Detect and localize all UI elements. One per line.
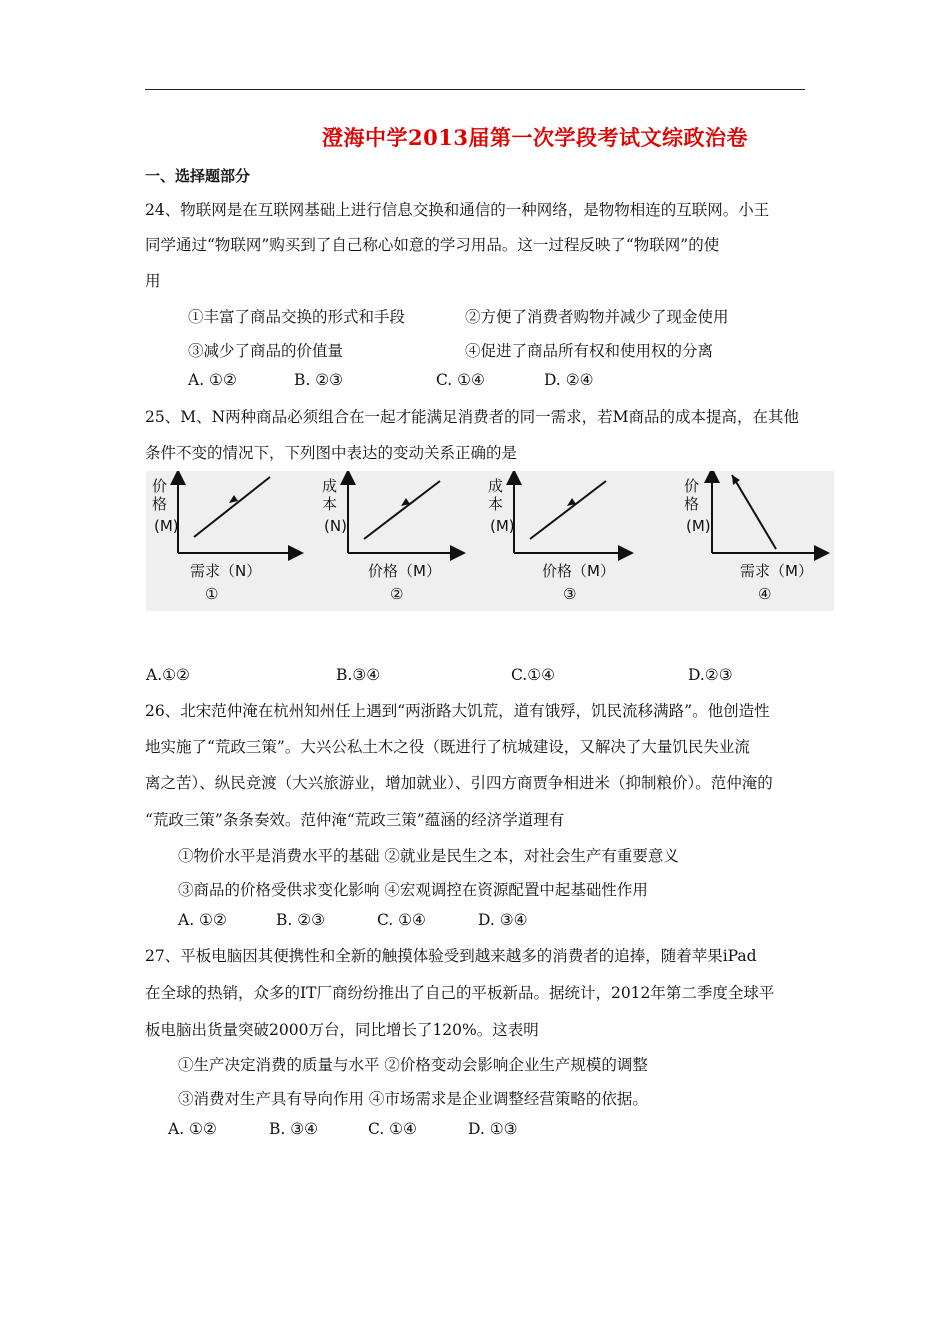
q26-line-2: 地实施了“荒政三策”。大兴公私土木之役（既进行了杭城建设，又解决了大量饥民失业流 bbox=[145, 738, 750, 756]
q26-option-c: C. ①④ bbox=[377, 911, 426, 929]
q24-item-1: ①丰富了商品交换的形式和手段 bbox=[188, 308, 406, 326]
q25-line-1: 25、M、N两种商品必须组合在一起才能满足消费者的同一需求，若M商品的成本提高，在其他 bbox=[145, 408, 800, 426]
q25-option-d: D.②③ bbox=[688, 666, 733, 684]
graph-4-y-label-3: (M) bbox=[686, 517, 711, 535]
graph-2-y-label-3: (N) bbox=[324, 517, 347, 535]
q26-items-line-2: ③商品的价格受供求变化影响 ④宏观调控在资源配置中起基础性作用 bbox=[178, 881, 648, 899]
q24-item-3: ③减少了商品的价值量 bbox=[188, 342, 344, 360]
graph-2-y-label-2: 本 bbox=[322, 495, 338, 513]
graph-1-curve-arrow bbox=[229, 495, 238, 503]
q24-item-2: ②方便了消费者购物并减少了现金使用 bbox=[465, 308, 729, 326]
graph-2-y-label-1: 成 bbox=[322, 477, 338, 495]
q25-option-a: A.①② bbox=[146, 666, 190, 684]
q24-option-b: B. ②③ bbox=[294, 371, 344, 389]
graph-3-number: ③ bbox=[563, 585, 577, 603]
q26-option-d: D. ③④ bbox=[478, 911, 528, 929]
q25-option-b: B.③④ bbox=[336, 666, 381, 684]
section-heading: 一、选择题部分 bbox=[145, 167, 251, 185]
q25-option-c: C.①④ bbox=[511, 666, 556, 684]
top-rule bbox=[145, 89, 805, 90]
q24-line-2: 同学通过“物联网”购买到了自己称心如意的学习用品。这一过程反映了“物联网”的使 bbox=[145, 236, 720, 254]
graph-4-curve bbox=[732, 475, 776, 549]
q24-line-3: 用 bbox=[145, 272, 161, 290]
graph-1-curve bbox=[194, 477, 270, 537]
q27-line-3: 板电脑出货量突破2000万台，同比增长了120%。这表明 bbox=[145, 1021, 539, 1039]
q26-line-1: 26、北宋范仲淹在杭州知州任上遇到“两浙路大饥荒，道有饿殍，饥民流移满路”。他创造性 bbox=[145, 702, 770, 720]
graph-3-curve bbox=[530, 481, 606, 539]
graph-4 bbox=[684, 475, 822, 603]
q27-line-1: 27、平板电脑因其便携性和全新的触摸体验受到越来越多的消费者的追捧，随着苹果iPad bbox=[145, 947, 757, 965]
q26-items-line-1: ①物价水平是消费水平的基础 ②就业是民生之本，对社会生产有重要意义 bbox=[178, 847, 679, 865]
graph-3-x-label: 价格（M） bbox=[542, 562, 615, 580]
graph-2-curve bbox=[364, 481, 440, 539]
q26-line-4: “荒政三策”条条奏效。范仲淹“荒政三策”蕴涵的经济学道理有 bbox=[145, 811, 565, 829]
q26-option-a: A. ①② bbox=[178, 911, 227, 929]
graph-3-y-label-2: 本 bbox=[488, 495, 504, 513]
graph-2-number: ② bbox=[390, 585, 404, 603]
q27-items-line-2: ③消费对生产具有导向作用 ④市场需求是企业调整经营策略的依据。 bbox=[178, 1090, 648, 1108]
q24-option-d: D. ②④ bbox=[544, 371, 594, 389]
graph-4-y-label-1: 价 bbox=[684, 477, 700, 495]
graph-3 bbox=[488, 477, 626, 603]
q25-graphs-figure bbox=[146, 471, 834, 611]
q24-option-a: A. ①② bbox=[188, 371, 237, 389]
q27-option-c: C. ①④ bbox=[368, 1120, 417, 1138]
graph-1 bbox=[152, 477, 296, 603]
q27-line-2: 在全球的热销，众多的IT厂商纷纷推出了自己的平板新品。据统计，2012年第二季度全球平 bbox=[145, 984, 775, 1002]
graph-2 bbox=[322, 477, 458, 603]
page-title: 澄海中学2013届第一次学段考试文综政治卷 bbox=[322, 125, 748, 150]
graph-4-number: ④ bbox=[758, 585, 772, 603]
graph-1-y-label-2: 格 bbox=[152, 495, 168, 513]
graph-3-y-label-1: 成 bbox=[488, 477, 504, 495]
q27-option-b: B. ③④ bbox=[269, 1120, 319, 1138]
q27-items-line-1: ①生产决定消费的质量与水平 ②价格变动会影响企业生产规模的调整 bbox=[178, 1056, 648, 1074]
graph-3-y-label-3: (M) bbox=[490, 517, 515, 535]
q25-graphs-svg bbox=[146, 471, 834, 611]
q25-line-2: 条件不变的情况下，下列图中表达的变动关系正确的是 bbox=[145, 444, 518, 462]
q24-item-4: ④促进了商品所有权和使用权的分离 bbox=[465, 342, 714, 360]
graph-4-y-label-2: 格 bbox=[684, 495, 700, 513]
q26-option-b: B. ②③ bbox=[276, 911, 326, 929]
graph-4-x-label: 需求（M） bbox=[740, 562, 813, 580]
q24-line-1: 24、物联网是在互联网基础上进行信息交换和通信的一种网络，是物物相连的互联网。小王 bbox=[145, 201, 770, 219]
q27-option-d: D. ①③ bbox=[468, 1120, 518, 1138]
q27-option-a: A. ①② bbox=[168, 1120, 217, 1138]
graph-1-number: ① bbox=[205, 585, 219, 603]
graph-1-y-label-3: (M) bbox=[154, 517, 179, 535]
graph-2-x-label: 价格（M） bbox=[368, 562, 441, 580]
graph-1-x-label: 需求（N） bbox=[190, 562, 262, 580]
q24-option-c: C. ①④ bbox=[436, 371, 485, 389]
graph-1-y-label-1: 价 bbox=[152, 477, 168, 495]
q26-line-3: 离之苦）、纵民竞渡（大兴旅游业，增加就业）、引四方商贾争相进米（抑制粮价）。范仲淹的 bbox=[145, 774, 773, 792]
